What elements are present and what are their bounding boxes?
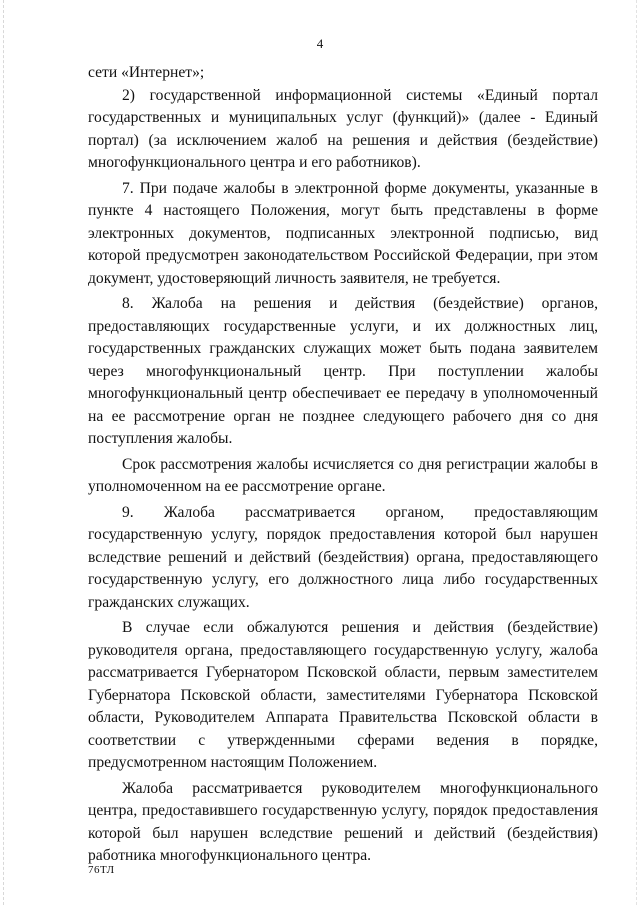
paragraph-head-of-body-complaint: В случае если обжалуются решения и действия (бездействие) руководителя органа, предоставляющего государственную услугу, жалоба рассматривается Губернатором Псковской области, первым заместителем Губернатора Псковской области, заместителями Губернатора Псковской области, Руководителем Аппарата Правительства Псковской области в соответствии с утвержденными сферами ведения в порядке, предусмотренном настоящим Положением. [88, 619, 598, 771]
page-edge-right [636, 0, 637, 905]
document-body [88, 62, 598, 868]
paragraph-clause-9: 9. Жалоба рассматривается органом, предоставляющим государственную услугу, порядок предоставления которой был нарушен вследствие решений и действий (бездействия) органа, предоставляющего государственную услугу, его должностного лица либо государственных гражданских служащих. [88, 503, 598, 611]
paragraph-clause-7: 7. При подаче жалобы в электронной форме документы, указанные в пункте 4 настоящего Положения, могут быть представлены в форме электронных документов, подписанных электронной подписью, вид которой предусмотрен законодательством Российской Федерации, при этом документ, удостоверяющий личность заявителя, не требуется. [88, 179, 598, 287]
paragraph-review-term: Срок рассмотрения жалобы исчисляется со дня регистрации жалобы в уполномоченном на ее рассмотрение органе. [88, 455, 598, 495]
paragraph-clause-8: 8. Жалоба на решения и действия (бездействие) органов, предоставляющих государственные услуги, и их должностных лиц, государственных гражданских служащих может быть подана заявителем через многофункциональный центр. При поступлении жалобы многофункциональный центр обеспечивает ее передачу в уполномоченный на ее рассмотрение орган не позднее следующего рабочего дня со дня поступления жалобы. [88, 295, 598, 447]
page-number: 4 [316, 36, 324, 51]
paragraph-mfc-complaint: Жалоба рассматривается руководителем многофункционального центра, предоставившего государственную услугу, порядок предоставления которой был нарушен вследствие решений и действий (бездействия) работника многофункционального центра. [88, 779, 598, 864]
footer-code: 76ТЛ [88, 864, 115, 876]
page-edge-left [3, 0, 4, 905]
paragraph-item-2-portal: 2) государственной информационной системы «Единый портал государственных и муниципальных услуг (функций)» (далее - Единый портал) (за исключением жалоб на решения и действия (бездействие) многофункционального центра и его работников). [88, 86, 598, 171]
paragraph-continuation: сети «Интернет»; [88, 64, 205, 81]
